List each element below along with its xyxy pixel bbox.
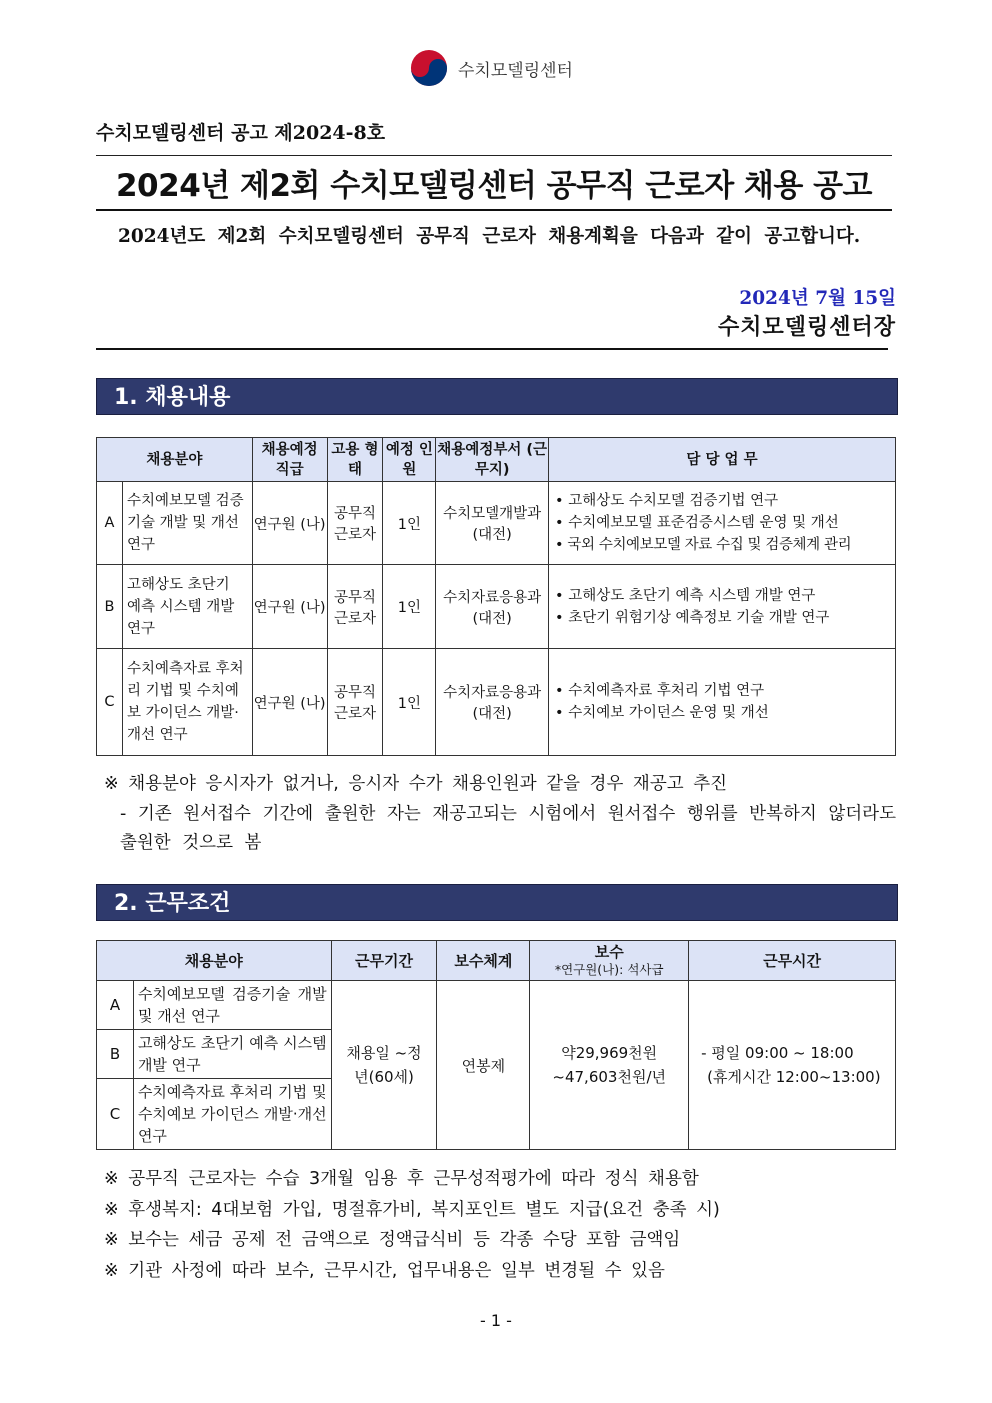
notice-number: 수치모델링센터 공고 제2024-8호	[96, 122, 386, 144]
row-field: 수치예보모델 검증기술 개발 및 개선 연구	[122, 482, 252, 565]
row-dept: 수치자료응용과 (대전)	[436, 565, 549, 649]
header-divider	[96, 348, 888, 350]
row-field: 수치예보모델 검증기술 개발 및 개선 연구	[133, 981, 331, 1030]
row-dept: 수치자료응용과 (대전)	[436, 649, 549, 756]
col-period: 근무기간	[331, 941, 437, 981]
signer: 수치모델링센터장	[717, 314, 896, 340]
table-row	[97, 981, 896, 1030]
row-type: 공무직 근로자	[327, 565, 383, 649]
row-code: B	[97, 1030, 134, 1079]
row-field: 고해상도 초단기 예측 시스템 개발 연구	[122, 565, 252, 649]
table-header-row	[97, 438, 896, 482]
section1-note: ※ 채용분야 응시자가 없거나, 응시자 수가 채용인원과 같을 경우 재공고 추진	[104, 774, 728, 794]
taegeuk-icon	[410, 49, 448, 87]
intro-text: 2024년도 제2회 수치모델링센터 공무직 근로자 채용계획을 다음과 같이 공고합니다.	[118, 226, 861, 247]
col-pay-note: *연구원(나): 석사급	[554, 961, 664, 977]
row-count: 1인	[383, 649, 436, 756]
row-code: A	[97, 981, 134, 1030]
row-field: 수치예측자료 후처리 기법 및 수치예보 가이던스 개발·개선 연구	[122, 649, 252, 756]
pay-amount: 약29,969천원 ~47,603천원/년	[530, 981, 689, 1150]
table-header-row	[97, 941, 896, 981]
work-hours	[689, 981, 896, 1150]
section2-note: ※ 보수는 세금 공제 전 금액으로 정액급식비 등 각종 수당 포함 금액임	[104, 1230, 681, 1250]
duty-item: • 고해상도 수치모델 검증기법 연구	[555, 493, 779, 509]
duty-item: • 수치예보모델 표준검증시스템 운영 및 개선	[555, 515, 839, 531]
duty-item: • 수치예측자료 후처리 기법 연구	[555, 683, 765, 699]
col-pay-system: 보수체계	[437, 941, 530, 981]
notice-date: 2024년 7월 15일	[739, 288, 896, 309]
logo-org-name: 수치모델링센터	[458, 60, 573, 81]
title-rule-bottom	[96, 209, 892, 211]
row-type: 공무직 근로자	[327, 649, 383, 756]
work-period: 채용일 ~정년(60세)	[331, 981, 437, 1150]
row-count: 1인	[383, 565, 436, 649]
section1-heading: 1. 채용내용	[96, 378, 898, 415]
row-code: C	[97, 649, 123, 756]
page-number: - 1 -	[480, 1311, 512, 1330]
row-duties	[549, 482, 896, 565]
duty-item: • 수치예보 가이던스 운영 및 개선	[555, 705, 769, 721]
org-logo	[410, 48, 573, 88]
section2-note: ※ 기관 사정에 따라 보수, 근무시간, 업무내용은 일부 변경될 수 있음	[104, 1261, 665, 1281]
row-duties	[549, 565, 896, 649]
table-row	[97, 649, 896, 756]
col-dept: 채용예정부서 (근무지)	[436, 438, 549, 482]
recruitment-table	[96, 437, 896, 756]
title-rule-top	[96, 155, 892, 156]
section2-note: ※ 공무직 근로자는 수습 3개월 임용 후 근무성적평가에 따라 정식 채용함	[104, 1169, 699, 1189]
duty-item: • 초단기 위험기상 예측정보 기술 개발 연구	[555, 609, 830, 626]
row-grade: 연구원 (나)	[252, 482, 327, 565]
page-title: 2024년 제2회 수치모델링센터 공무직 근로자 채용 공고	[115, 168, 873, 204]
row-grade: 연구원 (나)	[252, 649, 327, 756]
row-code: B	[97, 565, 123, 649]
row-code: A	[97, 482, 123, 565]
duty-item: • 고해상도 초단기 예측 시스템 개발 연구	[555, 587, 816, 604]
row-code: C	[97, 1079, 134, 1150]
work-hours-line2: (휴게시간 12:00~13:00)	[707, 1068, 881, 1086]
work-hours-line1: - 평일 09:00 ~ 18:00	[701, 1044, 854, 1062]
duty-item: • 국외 수치예보모델 자료 수집 및 검증체계 관리	[555, 537, 852, 553]
col-pay-label: 보수	[594, 942, 624, 961]
col-hours: 근무시간	[689, 941, 896, 981]
col-count: 예정 인원	[383, 438, 436, 482]
col-field: 채용분야	[97, 941, 332, 981]
col-field: 채용분야	[97, 438, 253, 482]
row-count: 1인	[383, 482, 436, 565]
row-field: 고해상도 초단기 예측 시스템 개발 연구	[133, 1030, 331, 1079]
col-grade: 채용예정 직급	[252, 438, 327, 482]
row-field: 수치예측자료 후처리 기법 및 수치예보 가이던스 개발·개선 연구	[133, 1079, 331, 1150]
col-type: 고용 형태	[327, 438, 383, 482]
col-duties: 담 당 업 무	[549, 438, 896, 482]
table-row	[97, 482, 896, 565]
col-pay	[530, 941, 689, 981]
section1-note-sub: - 기존 원서접수 기간에 출원한 자는 재공고되는 시험에서 원서접수 행위를 반복하지 않더라도 출원한 것으로 봄	[120, 804, 896, 853]
row-dept: 수치모델개발과 (대전)	[436, 482, 549, 565]
row-grade: 연구원 (나)	[252, 565, 327, 649]
pay-system: 연봉제	[437, 981, 530, 1150]
section2-note: ※ 후생복지: 4대보험 가입, 명절휴가비, 복지포인트 별도 지급(요건 충족 시)	[104, 1200, 720, 1220]
table-row	[97, 565, 896, 649]
row-type: 공무직 근로자	[327, 482, 383, 565]
conditions-table	[96, 940, 896, 1150]
row-duties	[549, 649, 896, 756]
section2-heading: 2. 근무조건	[96, 884, 898, 921]
